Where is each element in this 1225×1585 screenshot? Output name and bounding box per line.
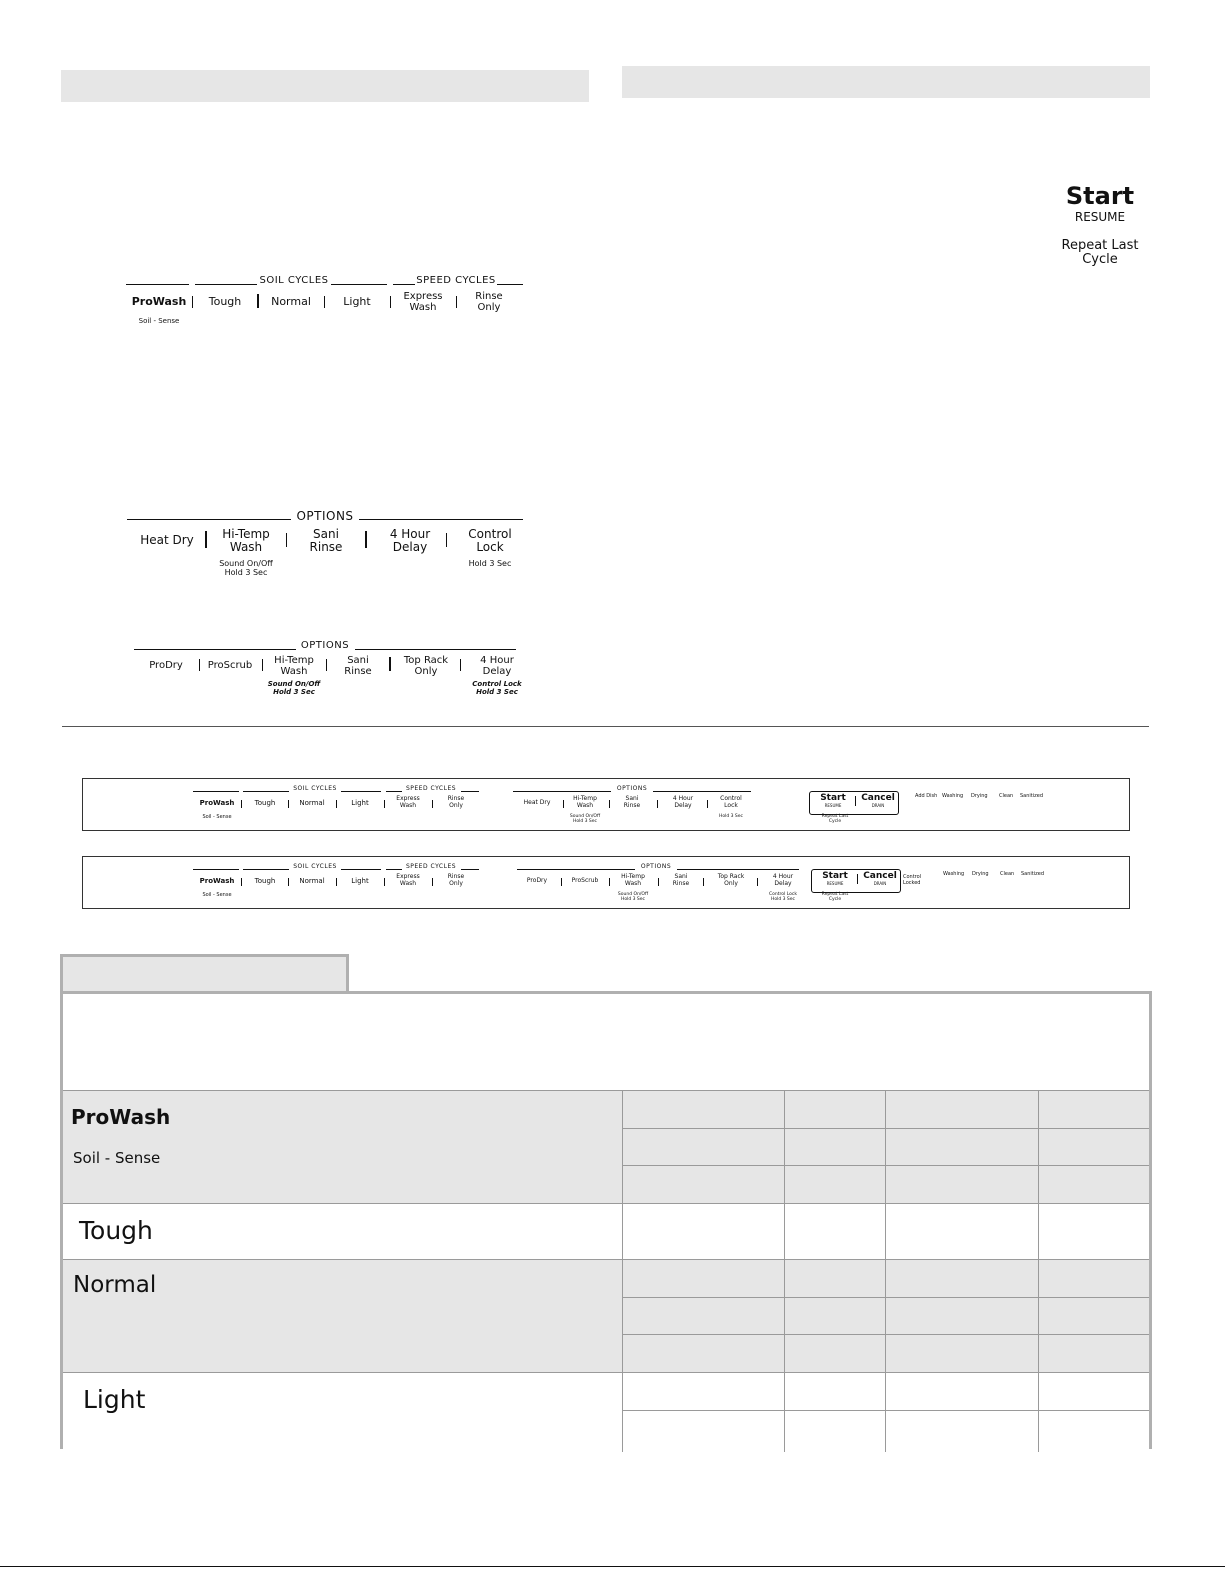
delay-line2: Delay xyxy=(392,540,428,555)
cycle-table xyxy=(60,991,1152,1449)
right-section-header-bar xyxy=(622,66,1150,98)
hi-temp-sub xyxy=(206,560,286,578)
s1-rinse-l1: Rinse xyxy=(447,795,465,802)
s1-heat-dry-button[interactable]: Heat Dry xyxy=(523,799,551,806)
top-line2: Only xyxy=(414,666,438,677)
hi-temp-wash-button-b[interactable] xyxy=(266,655,322,677)
s2-start-button[interactable] xyxy=(815,872,855,886)
s2-indicator-drying: Drying xyxy=(972,871,989,877)
tough-button[interactable]: Tough xyxy=(208,295,242,308)
start-button[interactable]: Start xyxy=(1065,182,1135,210)
s2-top-l2: Only xyxy=(724,879,738,887)
hi-temp-b-sub xyxy=(262,681,326,696)
control-lock-sub: Hold 3 Sec xyxy=(468,559,512,568)
s1-lock-button[interactable] xyxy=(711,796,751,809)
speed-cycles-heading: SPEED CYCLES xyxy=(416,275,496,286)
s2-express-l2: Wash xyxy=(399,879,417,887)
row-light xyxy=(63,1372,1149,1452)
s2-delay-sub xyxy=(759,893,807,903)
s1-express-l2: Wash xyxy=(399,801,417,809)
s2-delay-button[interactable] xyxy=(763,874,803,887)
s1-soil-heading: SOIL CYCLES xyxy=(293,785,337,792)
s2-resume: RESUME xyxy=(826,880,844,886)
s2-sani-button[interactable] xyxy=(663,874,699,887)
s2-top-l1: Top Rack xyxy=(717,873,745,880)
s1-hi-sub2: Hold 3 Sec xyxy=(572,818,598,824)
repeat-last-cycle-label xyxy=(1040,239,1160,268)
s2-locked-l1: Control xyxy=(903,874,922,880)
soil-sense-label: Soil - Sense xyxy=(138,317,180,325)
s1-sani-l2: Rinse xyxy=(623,801,641,809)
s2-control-locked-label xyxy=(903,875,927,886)
s1-cancel-button[interactable] xyxy=(858,794,898,808)
s1-start-button[interactable] xyxy=(813,794,853,808)
repeat-line2: Cycle xyxy=(1082,252,1118,268)
s1-indicator-add-dish: Add Dish xyxy=(915,793,938,799)
repeat-line1: Repeat Last xyxy=(1061,238,1139,253)
hi-temp-b-line2: Wash xyxy=(280,666,308,677)
s1-sani-button[interactable] xyxy=(614,796,650,809)
s1-speed-heading: SPEED CYCLES xyxy=(405,785,457,792)
s1-hi-temp-button[interactable] xyxy=(567,796,603,809)
s1-hi-sub1: Sound On/Off xyxy=(569,814,601,819)
s2-tough-button[interactable]: Tough xyxy=(254,877,276,885)
s2-delay-l2: Delay xyxy=(774,879,792,887)
s2-express-button[interactable] xyxy=(389,874,427,887)
rinse-line1: Rinse xyxy=(475,291,503,302)
s2-indicator-sanitized: Sanitized xyxy=(1021,871,1045,877)
row-prowash xyxy=(63,1090,1149,1203)
s1-hi-l1: Hi-Temp xyxy=(573,795,597,802)
lock-line1: Control xyxy=(468,527,512,541)
s2-repeat-l2: Cycle xyxy=(828,896,842,902)
s2-delay-l1: 4 Hour xyxy=(772,873,794,880)
s2-sani-l1: Sani xyxy=(674,873,688,880)
s2-repeat-label xyxy=(813,893,857,903)
hi-temp-line1: Hi-Temp xyxy=(222,527,270,541)
s2-repeat-l1: Repeat Last xyxy=(821,892,849,897)
prowash-button[interactable]: ProWash xyxy=(131,295,187,308)
s1-rinse-l2: Only xyxy=(449,801,463,809)
hi-temp-b-line1: Hi-Temp xyxy=(274,655,314,666)
control-panel-strip-1 xyxy=(82,778,1130,831)
s1-hi-sub xyxy=(561,815,609,825)
s2-sani-l2: Rinse xyxy=(672,879,690,887)
delay-b-sub xyxy=(464,681,530,696)
s2-hi-l1: Hi-Temp xyxy=(621,873,645,880)
s1-tough-button[interactable]: Tough xyxy=(254,799,276,807)
s2-proscrub-button[interactable]: ProScrub xyxy=(571,877,599,884)
s1-rinse-button[interactable] xyxy=(437,796,475,809)
normal-row-label: Normal xyxy=(73,1272,157,1298)
s2-soil-sense: Soil - Sense xyxy=(202,892,232,898)
s2-locked-l2: Locked xyxy=(903,879,921,886)
lock-line2: Lock xyxy=(476,540,504,555)
options-heading-b: OPTIONS xyxy=(300,640,350,651)
s2-hi-l2: Wash xyxy=(624,879,642,887)
resume-label: RESUME xyxy=(1074,210,1126,224)
s2-rinse-l1: Rinse xyxy=(447,873,465,880)
top-rack-only-button[interactable] xyxy=(396,655,456,677)
s1-delay-button[interactable] xyxy=(663,796,703,809)
hi-temp-sub1: Sound On/Off xyxy=(219,559,273,568)
s2-delay-sub1: Control Lock xyxy=(769,892,797,897)
sani-line1: Sani xyxy=(313,527,339,541)
hi-temp-wash-button[interactable] xyxy=(214,528,278,554)
sani-b-line1: Sani xyxy=(347,655,369,666)
delay-b-line2: Delay xyxy=(482,666,512,677)
sani-rinse-button[interactable] xyxy=(296,528,356,554)
s1-repeat-l1: Repeat Last xyxy=(821,814,849,819)
control-panel-strip-2 xyxy=(82,856,1130,909)
prodry-button[interactable]: ProDry xyxy=(149,660,183,671)
s1-prowash-button[interactable]: ProWash xyxy=(199,799,235,807)
express-line1: Express xyxy=(403,291,443,302)
delay-b-sub1: Control Lock xyxy=(472,680,522,688)
s2-indicator-clean: Clean xyxy=(1000,871,1015,877)
options-heading-a: OPTIONS xyxy=(296,509,354,523)
s1-delay-l1: 4 Hour xyxy=(672,795,694,802)
s2-speed-heading: SPEED CYCLES xyxy=(405,863,457,870)
prowash-row-label: ProWash xyxy=(71,1105,171,1129)
row-tough xyxy=(63,1203,1149,1259)
s1-lock-l1: Control xyxy=(720,795,742,802)
s2-drain: DRAIN xyxy=(873,880,887,886)
s2-indicator-washing: Washing xyxy=(943,871,965,877)
light-row-label: Light xyxy=(83,1385,146,1414)
sani-rinse-button-b[interactable] xyxy=(332,655,384,677)
s1-cancel: Cancel xyxy=(861,793,895,803)
s1-sani-l1: Sani xyxy=(625,795,639,802)
delay-b-sub2: Hold 3 Sec xyxy=(476,687,518,696)
page-bottom-rule xyxy=(0,1566,1225,1567)
s1-repeat-l2: Cycle xyxy=(828,818,842,824)
s1-drain: DRAIN xyxy=(871,802,885,808)
s1-hi-l2: Wash xyxy=(576,801,594,809)
s2-soil-heading: SOIL CYCLES xyxy=(293,863,337,870)
s1-delay-l2: Delay xyxy=(674,801,692,809)
row-normal xyxy=(63,1259,1149,1372)
s1-normal-button[interactable]: Normal xyxy=(299,799,325,807)
light-button[interactable]: Light xyxy=(343,295,371,308)
s2-delay-sub2: Hold 3 Sec xyxy=(770,896,796,902)
delay-b-line1: 4 Hour xyxy=(480,655,514,666)
s1-express-button[interactable] xyxy=(389,796,427,809)
control-lock-button[interactable] xyxy=(456,528,524,554)
s1-soil-sense: Soil - Sense xyxy=(202,814,232,820)
s1-options-heading: OPTIONS xyxy=(616,785,648,792)
rinse-line2: Only xyxy=(477,302,501,313)
s2-rinse-button[interactable] xyxy=(437,874,475,887)
s2-prowash-button[interactable]: ProWash xyxy=(199,877,235,885)
s1-express-l1: Express xyxy=(396,795,420,802)
tough-row-label: Tough xyxy=(79,1216,153,1245)
soil-cycles-heading: SOIL CYCLES xyxy=(259,275,329,286)
s1-indicator-sanitized: Sanitized xyxy=(1020,793,1044,799)
s1-lock-l2: Lock xyxy=(724,801,738,809)
top-line1: Top Rack xyxy=(403,655,449,666)
hi-temp-sub2: Hold 3 Sec xyxy=(224,567,268,577)
delay-line1: 4 Hour xyxy=(389,527,431,541)
heat-dry-button[interactable]: Heat Dry xyxy=(140,533,194,547)
s2-normal-button[interactable]: Normal xyxy=(299,877,325,885)
s2-express-l1: Express xyxy=(396,873,420,880)
express-line2: Wash xyxy=(409,302,437,313)
4-hour-delay-button-b[interactable] xyxy=(470,655,524,677)
s2-hi-temp-button[interactable] xyxy=(613,874,653,887)
normal-button[interactable]: Normal xyxy=(271,295,311,308)
s2-options-heading: OPTIONS xyxy=(640,863,672,870)
s2-hi-sub xyxy=(609,893,657,903)
hi-temp-b-sub2: Hold 3 Sec xyxy=(273,687,315,696)
s2-cancel-button[interactable] xyxy=(860,872,900,886)
hi-temp-b-sub1: Sound On/Off xyxy=(267,680,321,688)
s2-light-button[interactable]: Light xyxy=(351,877,369,885)
s1-resume: RESUME xyxy=(824,802,842,808)
s2-top-rack-button[interactable] xyxy=(709,874,753,887)
express-wash-button[interactable] xyxy=(398,291,448,313)
s2-hi-sub1: Sound On/Off xyxy=(617,892,649,897)
proscrub-button[interactable]: ProScrub xyxy=(207,660,253,671)
s1-indicator-drying: Drying xyxy=(971,793,988,799)
prowash-row-sub: Soil - Sense xyxy=(73,1149,161,1167)
s1-indicator-clean: Clean xyxy=(999,793,1014,799)
s2-rinse-l2: Only xyxy=(449,879,463,887)
rinse-only-button[interactable] xyxy=(464,291,514,313)
s1-repeat-label xyxy=(813,815,857,825)
s1-light-button[interactable]: Light xyxy=(351,799,369,807)
s2-start: Start xyxy=(822,871,848,881)
sani-line2: Rinse xyxy=(309,540,343,555)
left-section-header-bar xyxy=(61,70,589,102)
hi-temp-line2: Wash xyxy=(229,540,263,555)
s1-indicator-washing: Washing xyxy=(942,793,964,799)
section-divider xyxy=(62,726,1149,727)
4-hour-delay-button[interactable] xyxy=(378,528,442,554)
s2-prodry-button[interactable]: ProDry xyxy=(526,877,548,884)
s2-hi-sub2: Hold 3 Sec xyxy=(620,896,646,902)
s1-start: Start xyxy=(820,793,846,803)
table-tab-header xyxy=(60,954,349,992)
s2-cancel: Cancel xyxy=(863,871,897,881)
sani-b-line2: Rinse xyxy=(344,666,372,677)
s1-lock-sub: Hold 3 Sec xyxy=(718,814,744,819)
